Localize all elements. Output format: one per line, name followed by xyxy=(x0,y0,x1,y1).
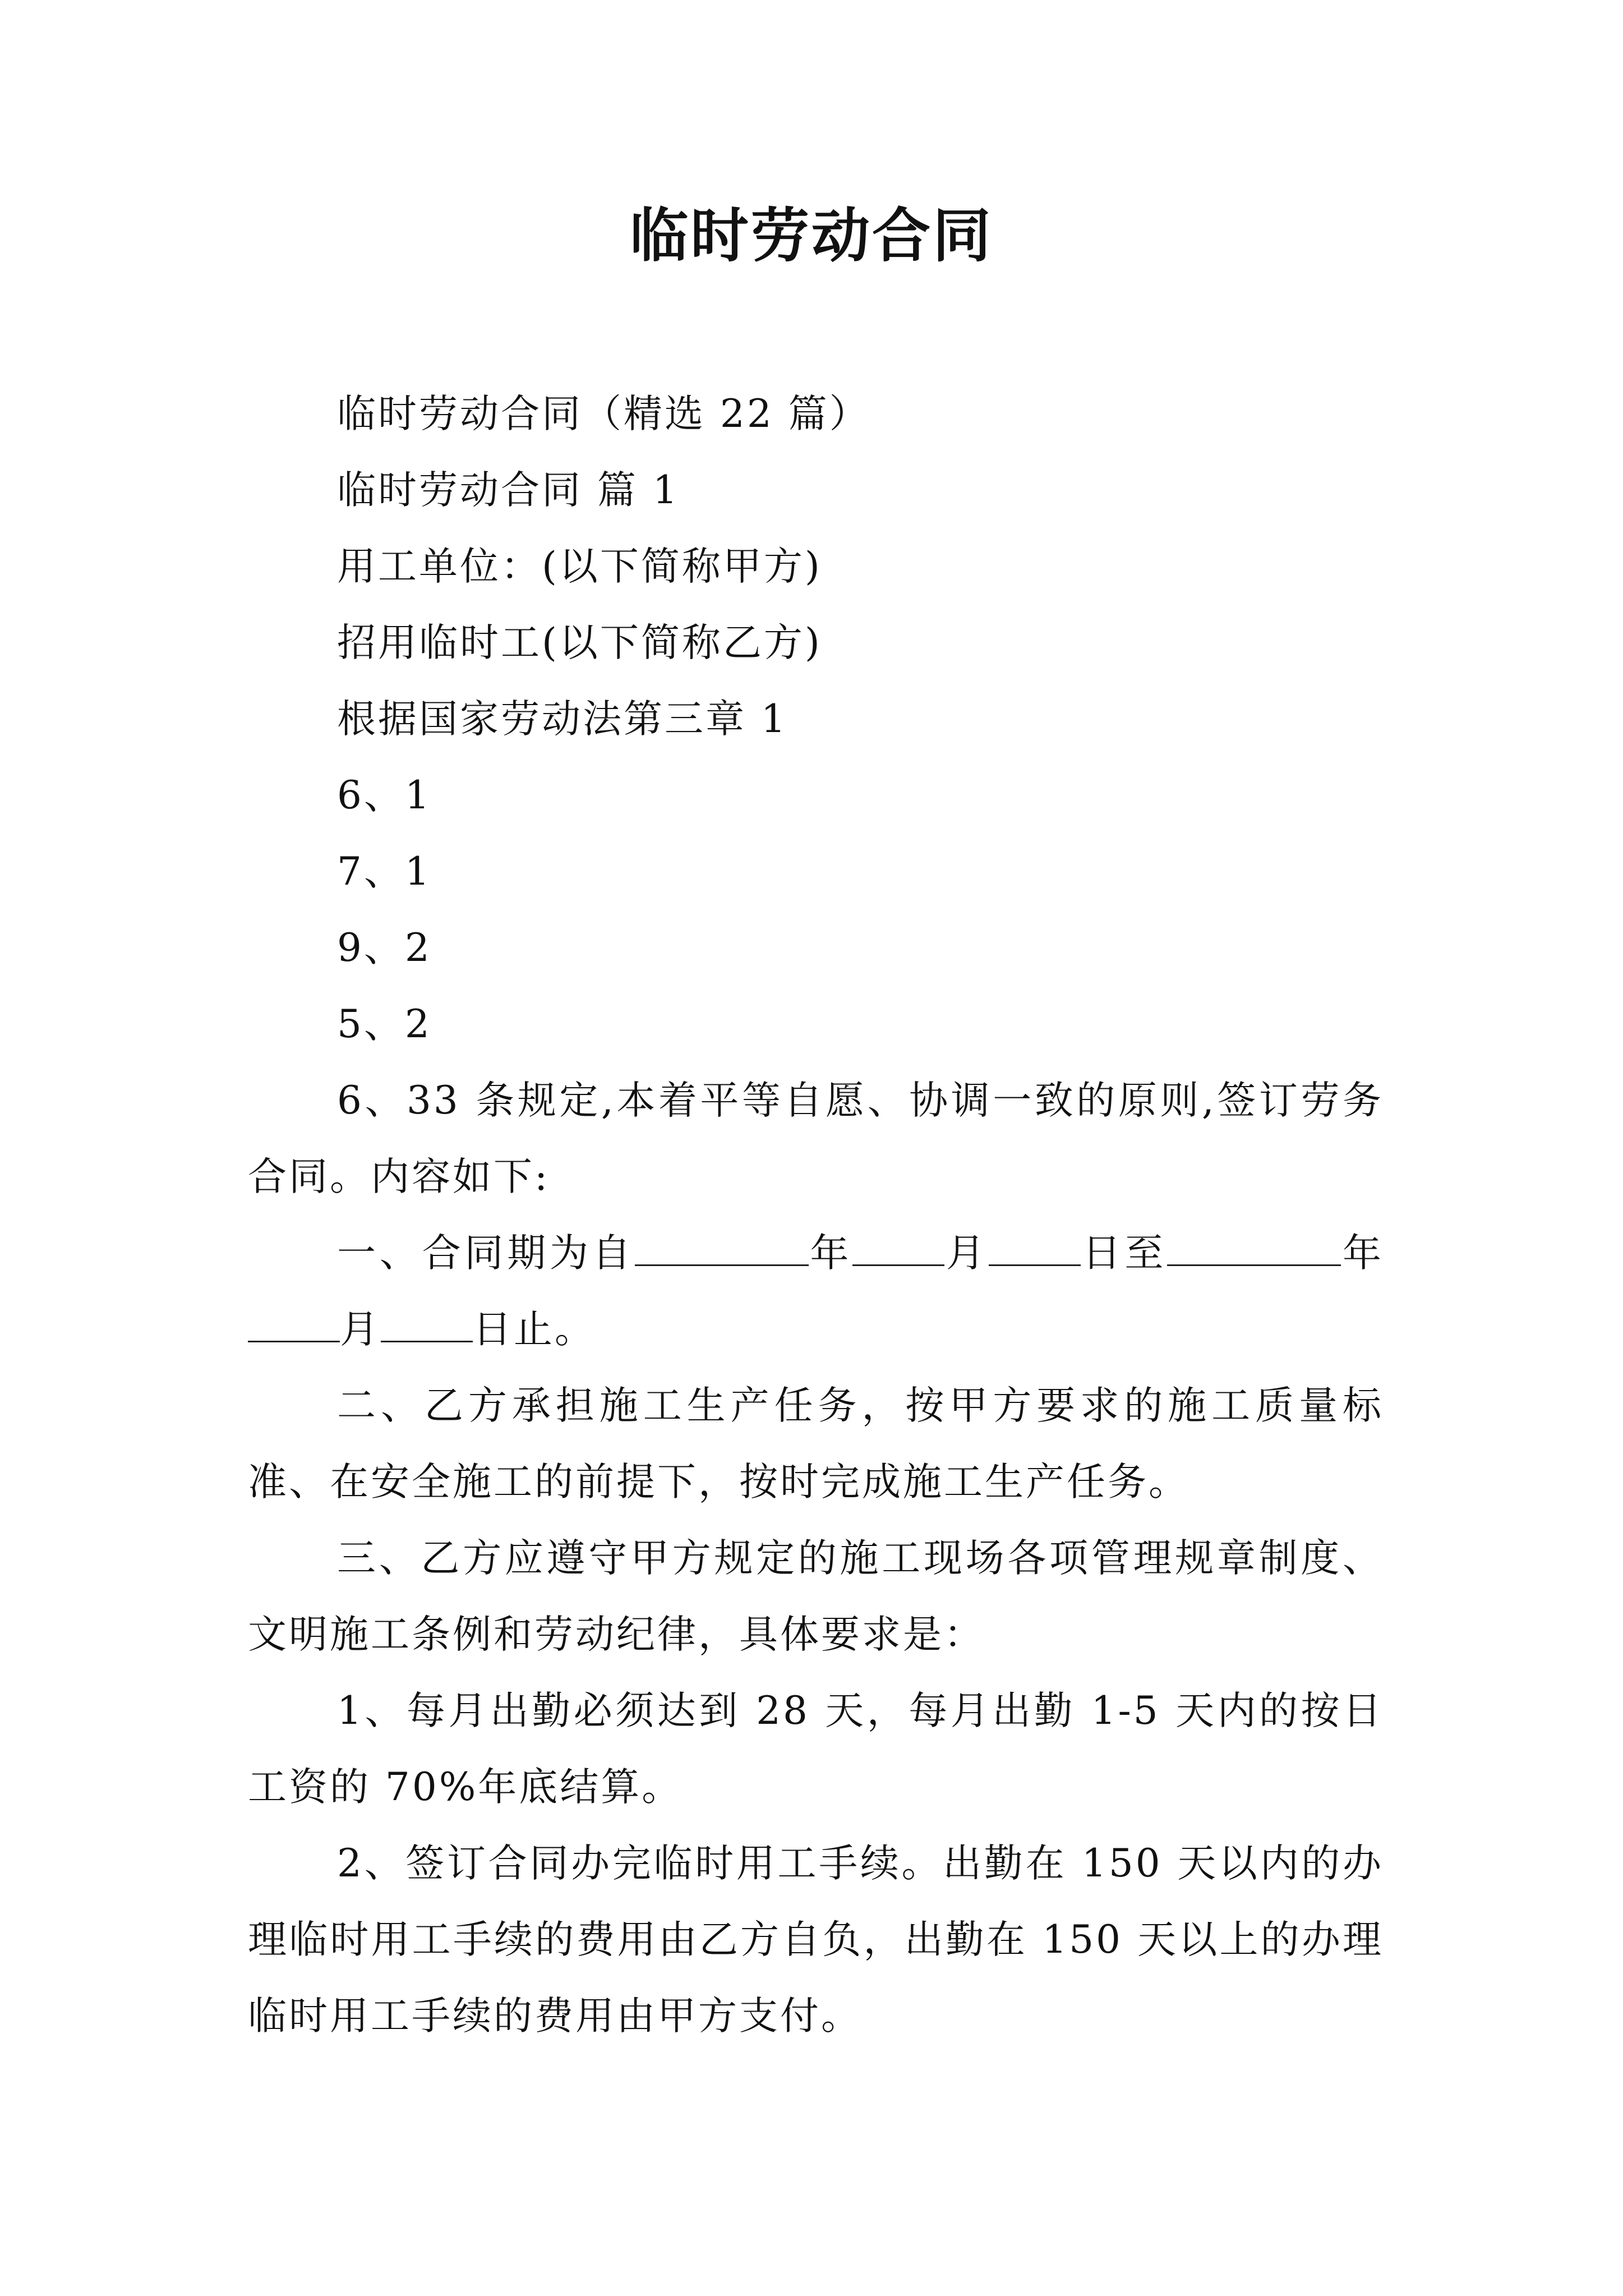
end-year-blank[interactable] xyxy=(1167,1230,1341,1266)
start-month-blank[interactable] xyxy=(852,1230,944,1266)
paragraph: 临时劳动合同 篇 1 xyxy=(337,468,680,513)
document-body xyxy=(248,376,1384,2054)
paragraph: 5、2 xyxy=(337,1002,432,1047)
paragraph: 6、33 条规定,本着平等自愿、协调一致的原则,签订劳务合同。内容如下: xyxy=(248,1078,1384,1199)
paragraph: 招用临时工(以下简称乙方) xyxy=(337,620,822,665)
end-day-blank[interactable] xyxy=(381,1306,473,1342)
term-end-label: 日止。 xyxy=(473,1307,596,1352)
clause-paragraph: 三、乙方应遵守甲方规定的施工现场各项管理规章制度、文明施工条例和劳动纪律，具体要求是： xyxy=(248,1536,1384,1657)
term-prefix: 一、合同期为自 xyxy=(337,1231,635,1276)
paragraph: 6、1 xyxy=(337,773,432,818)
clause-paragraph: 2、签订合同办完临时用工手续。出勤在 150 天以内的办理临时用工手续的费用由乙方自负，出勤在 150 天以上的办理临时用工手续的费用由甲方支付。 xyxy=(248,1841,1384,2039)
clause-paragraph: 二、乙方承担施工生产任务，按甲方要求的施工质量标准、在安全施工的前提下，按时完成施工生产任务。 xyxy=(248,1383,1384,1504)
start-day-blank[interactable] xyxy=(989,1230,1081,1266)
paragraph: 9、2 xyxy=(337,926,432,970)
end-month-blank[interactable] xyxy=(248,1306,340,1342)
start-year-blank[interactable] xyxy=(635,1230,809,1266)
paragraph: 用工单位：(以下简称甲方) xyxy=(337,544,822,589)
document-title: 临时劳动合同 xyxy=(629,201,993,270)
term-month-label: 月 xyxy=(944,1231,989,1276)
paragraph: 根据国家劳动法第三章 1 xyxy=(337,697,788,742)
paragraph: 临时劳动合同（精选 22 篇） xyxy=(337,392,870,436)
term-month-label: 月 xyxy=(340,1307,381,1352)
term-year-label: 年 xyxy=(1341,1231,1384,1276)
clause-paragraph: 1、每月出勤必须达到 28 天，每月出勤 1-5 天内的按日工资的 70%年底结算。 xyxy=(248,1688,1384,1810)
contract-term-clause xyxy=(248,1215,1384,1368)
term-day-to-label: 日至 xyxy=(1080,1231,1168,1276)
paragraph: 7、1 xyxy=(337,849,432,894)
term-year-label: 年 xyxy=(808,1231,853,1276)
